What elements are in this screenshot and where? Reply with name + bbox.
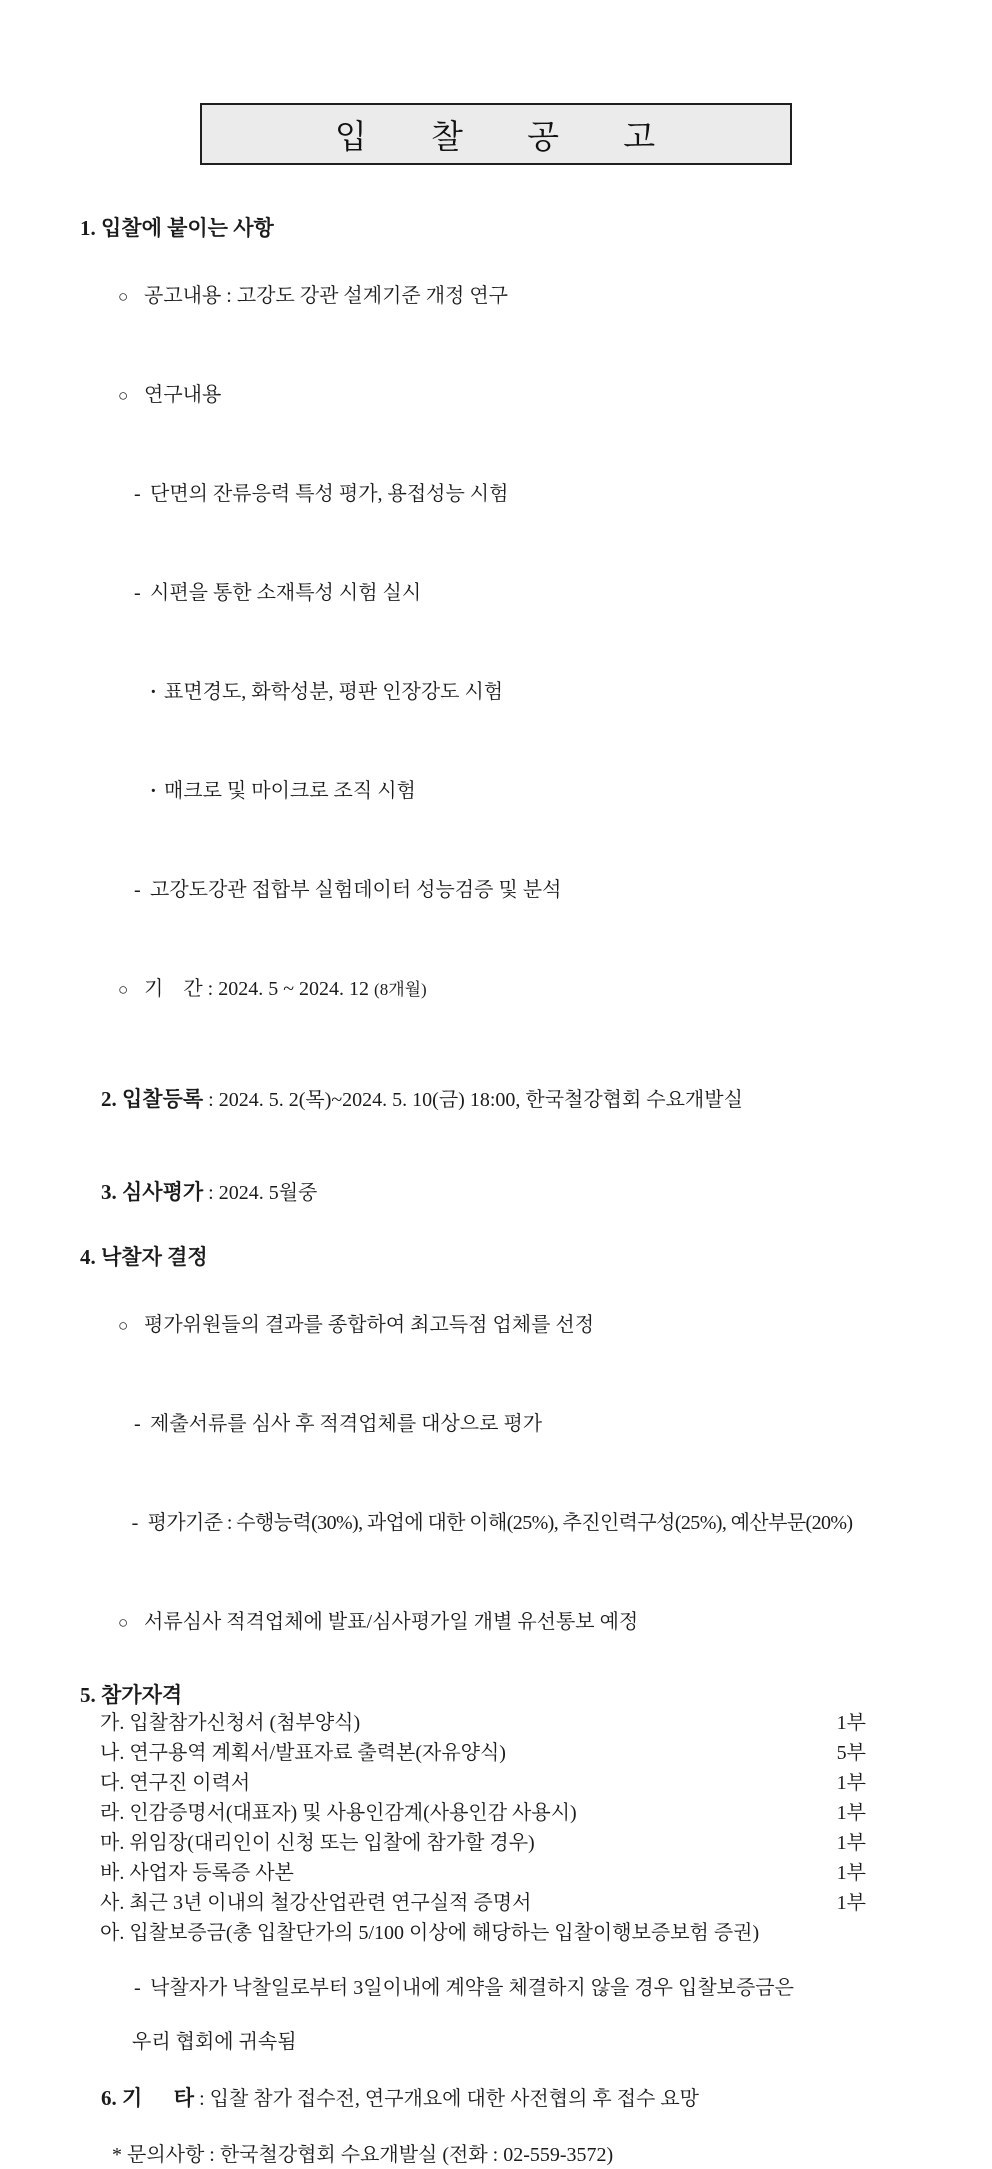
qualification-row <box>80 1888 922 1918</box>
dash-bullet-icon: - <box>134 1977 141 1999</box>
qualification-row <box>80 1768 922 1798</box>
section-6-value: : 입찰 참가 접수전, 연구개요에 대한 사전협의 후 접수 요망 <box>194 2088 699 2110</box>
qualification-label: 라. 인감증명서(대표자) 및 사용인감계(사용인감 사용시) <box>100 1802 577 1824</box>
qualification-copies: 1부 <box>836 1802 866 1824</box>
period-text: 기 간 : 2024. 5 ~ 2024. 12 <box>144 978 375 1000</box>
section-3-label: 3. 심사평가 <box>101 1180 204 1204</box>
qualification-copies: 5부 <box>836 1742 866 1764</box>
qualification-copies: 1부 <box>836 1832 866 1854</box>
qualification-label: 마. 위임장(대리인이 신청 또는 입찰에 참가할 경우) <box>100 1832 535 1854</box>
qualification-copies <box>812 1918 922 1948</box>
qualification-label: 바. 사업자 등록증 사본 <box>100 1862 294 1884</box>
dot-bullet-icon: · <box>150 780 157 802</box>
circle-bullet-icon: ○ <box>118 1613 129 1632</box>
document-title: 입 찰 공 고 <box>334 119 658 156</box>
notification-text: 서류심사 적격업체에 발표/심사평가일 개별 유선통보 예정 <box>144 1611 639 1633</box>
deposit-note-text: 낙찰자가 낙찰일로부터 3일이내에 계약을 체결하지 않을 경우 입찰보증금은 <box>150 1977 794 1999</box>
qualification-row <box>80 1858 922 1888</box>
section-2-label: 2. 입찰등록 <box>101 1087 204 1111</box>
qualification-row <box>80 1708 922 1738</box>
circle-bullet-icon: ○ <box>118 1316 129 1335</box>
evaluation-line <box>80 1276 922 1375</box>
circle-bullet-icon: ○ <box>118 287 129 306</box>
section-4-heading: 4. 낙찰자 결정 <box>80 1245 208 1269</box>
bid-announcement-document <box>0 103 992 2166</box>
research-content-line <box>80 346 922 445</box>
qualification-label: 다. 연구진 이력서 <box>100 1772 251 1794</box>
announcement-content-text: 공고내용 : 고강도 강관 설계기준 개정 연구 <box>144 285 508 307</box>
research-subitem-line <box>80 742 922 841</box>
section-1-heading: 1. 입찰에 붙이는 사항 <box>80 216 274 240</box>
qualification-copies: 1부 <box>836 1892 866 1914</box>
dash-bullet-icon: - <box>134 483 141 505</box>
section-6-label: 6. 기 타 <box>101 2086 195 2110</box>
evaluation-subitem-text: 제출서류를 심사 후 적격업체를 대상으로 평가 <box>150 1413 543 1435</box>
research-item-text: 시편을 통한 소재특성 시험 실시 <box>150 582 422 604</box>
evaluation-subitem-line <box>80 1375 922 1474</box>
research-item-line <box>80 841 922 940</box>
research-subitem-text: 표면경도, 화학성분, 평판 인장강도 시험 <box>164 681 504 703</box>
qualification-label: 나. 연구용역 계획서/발표자료 출력본(자유양식) <box>100 1742 506 1764</box>
qualification-row <box>80 1828 922 1858</box>
research-subitem-line <box>80 643 922 742</box>
qualification-label: 사. 최근 3년 이내의 철강산업관련 연구실적 증명서 <box>100 1892 532 1914</box>
period-duration-text: (8개월) <box>374 980 427 999</box>
qualification-copies: 1부 <box>836 1712 866 1734</box>
section-5-heading: 5. 참가자격 <box>80 1683 183 1707</box>
qualification-label: 아. 입찰보증금(총 입찰단가의 5/100 이상에 해당하는 입찰이행보증보험 증권) <box>100 1922 760 1944</box>
circle-bullet-icon: ○ <box>118 386 129 405</box>
research-item-line <box>80 445 922 544</box>
qualification-row <box>80 1918 922 1948</box>
section-3-heading <box>80 1153 922 1232</box>
research-item-text: 고강도강관 접합부 실험데이터 성능검증 및 분석 <box>150 879 562 901</box>
section-2-heading <box>80 1060 922 1139</box>
qualification-label: 가. 입찰참가신청서 (첨부양식) <box>100 1712 361 1734</box>
research-item-text: 단면의 잔류응력 특성 평가, 용접성능 시험 <box>150 483 509 505</box>
deposit-note-line <box>80 1948 922 2029</box>
dash-bullet-icon: - <box>134 582 141 604</box>
document-title-box <box>200 103 792 165</box>
qualification-row <box>80 1798 922 1828</box>
research-content-text: 연구내용 <box>144 384 222 406</box>
circle-bullet-icon: ○ <box>118 980 129 999</box>
qualification-copies: 1부 <box>836 1862 866 1884</box>
deposit-note-continuation: 우리 협회에 귀속됨 <box>132 2031 297 2053</box>
qualification-row <box>80 1738 922 1768</box>
notification-line <box>80 1573 922 1672</box>
dash-bullet-icon: - <box>134 1413 141 1435</box>
announcement-content-line <box>80 247 922 346</box>
dash-bullet-icon: - <box>134 879 141 901</box>
evaluation-text: 평가위원들의 결과를 종합하여 최고득점 업체를 선정 <box>144 1314 595 1336</box>
period-line <box>80 940 922 1039</box>
dash-bullet-icon: - <box>131 1512 138 1534</box>
contact-line: * 문의사항 : 한국철강협회 수요개발실 (전화 : 02-559-3572) <box>112 2144 614 2166</box>
research-subitem-text: 매크로 및 마이크로 조직 시험 <box>164 780 416 802</box>
qualification-copies: 1부 <box>836 1772 866 1794</box>
section-6-heading <box>80 2056 922 2141</box>
section-3-value: : 2024. 5월중 <box>203 1182 318 1204</box>
evaluation-criteria-line <box>80 1474 922 1573</box>
dot-bullet-icon: · <box>150 681 157 703</box>
research-item-line <box>80 544 922 643</box>
evaluation-criteria-text: 평가기준 : 수행능력(30%), 과업에 대한 이해(25%), 추진인력구성(25%), 예산부문(20%) <box>147 1512 853 1534</box>
section-2-value: : 2024. 5. 2(목)~2024. 5. 10(금) 18:00, 한국철강협회 수요개발실 <box>203 1089 743 1111</box>
